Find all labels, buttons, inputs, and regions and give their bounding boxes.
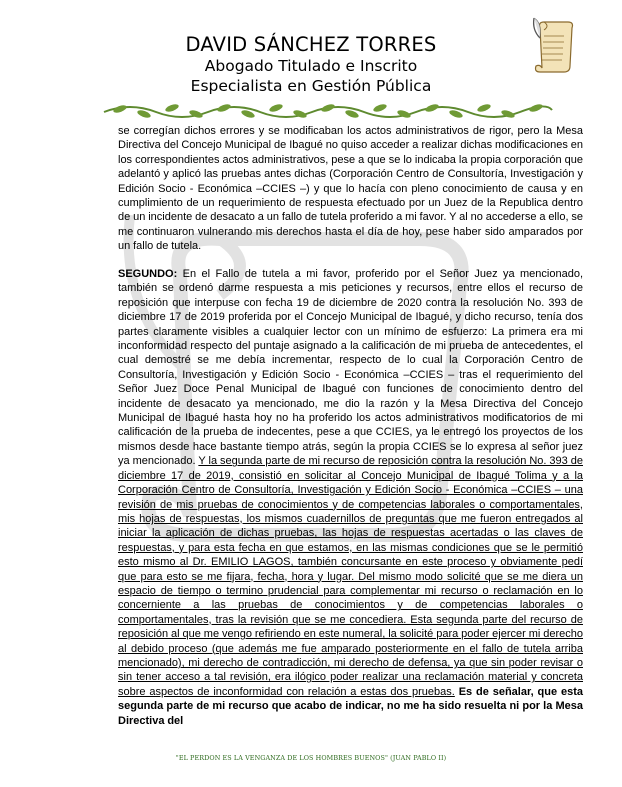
paragraph-2-bold-text: Es de señalar, que esta segunda parte de mi recurso que acabo de indicar, no me ha sido resuelta ni por la Mesa Directiva del — [118, 685, 583, 727]
paragraph-2-underlined-continuation: , también concursante en este proceso y obviamente pedí que para esto se me fijara, fecha, hora y lugar. Del mismo modo solicité que se me diera un espacio de tiempo o termino prudencial para complementar mi recurso o reclamación en lo concerniente a las pruebas de conocimientos y de competencias laborales o comportamentales, tras la revisión que se me concediera. Esta segunda parte del recurso de reposición al que me vengo refiriendo en este numeral, la solicité para poder ejercer mi derecho al debido proceso (que además me fue amparado posteriormente en el fallo de tutela arriba mencionado), mi derecho de contradicción, mi derecho de defensa, ya que sin poder revisar o sin tener acceso a tal revisión, era ilógico poder realizar una reclamación material y concreta sobre aspectos de inconformidad con relación a estas dos pruebas. — [118, 556, 583, 698]
section-heading: SEGUNDO: — [118, 268, 178, 280]
footer-quote-text: "EL PERDON ES LA VENGANZA DE LOS HOMBRES BUENOS" (JUAN PABLO II) — [175, 754, 447, 762]
paragraph-2-text: En el Fallo de tutela a mi favor, proferido por el Señor Juez ya mencionado, también se ordenó darme respuesta a mis peticiones y recursos, entre ellos el recurso de reposición que interpuse con fecha 19 de diciembre de 2020 contra la resolución No. 393 de diciembre 17 de 2019 proferida por el Concejo Municipal de Ibagué, y dicho recurso, tenía dos partes claramente visibles a cualquier lector con un mínimo de esfuerzo: La primera era mi inconformidad respecto del puntaje asignado a la calificación de mi prueba de antecedentes, el cual demostré se me debía incrementar, respecto de lo cual la Corporación Centro de Consultoría, Investigación y Edición Socio - Económica –CCIES – tras el requerimiento del Señor Juez Doce Penal Municipal de Ibagué con funciones de conocimiento dentro del incidente de desacato ya mencionado, me dio la razón y la Mesa Directiva del Concejo Municipal de Ibagué hasta hoy no ha proferido los actos administrativos modificatorios de mi calificación de la prueba de indecentes, pese a que CCIES, ya le entregó los proyectos de los mismos desde hace bastante tiempo atrás, según la propia CCIES se lo expresa al señor juez ya mencionado. — [118, 268, 583, 468]
author-name: DAVID SÁNCHEZ TORRES — [185, 33, 437, 56]
author-specialty: Especialista en Gestión Pública — [190, 77, 432, 95]
footer-quote — [0, 754, 622, 762]
scroll-quill-icon — [530, 16, 580, 78]
paragraph-2 — [118, 267, 583, 728]
vine-divider — [100, 100, 556, 120]
letterhead — [0, 33, 622, 96]
person-name: EMILIO LAGOS — [211, 556, 291, 569]
author-title: Abogado Titulado e Inscrito — [204, 57, 418, 75]
paragraph-2-underlined-text: Y la segunda parte de mi recurso de reposición contra la resolución No. 393 de diciembre 17 de 2019, consistió en solicitar al Concejo Municipal de Ibagué Tolima y a la Corporación Centro de Consultoría, Investigación y Edición Socio - Económica –CCIES – una revisión de mis pruebas de conocimientos y de competencias laborales o comportamentales, mis hojas de respuestas, los mismos cuadernillos de preguntas que me fueron entregados al iniciar la aplicación de dichas pruebas, las hojas de respuestas acertadas o las claves de respuestas, y para esta fecha en que estamos, en las mismas condiciones que se le permitió esto mismo al Dr. — [118, 455, 583, 569]
paragraph-1: se corregían dichos errores y se modificaban los actos administrativos de rigor, pero la Mesa Directiva del Concejo Municipal de Ibagué no quiso acceder a realizar dichas modificaciones en los correspondientes actos administrativos, pese a que se lo indicaba la propia corporación que adelantó y aplicó las pruebas antes dichas (Corporación Centro de Consultoría, Investigación y Edición Socio - Económica –CCIES –) y que lo hacía con pleno conocimiento de causa y en cumplimiento de un requerimiento de respuesta efectuado por un Juez de la Republica dentro de un incidente de desacato a un fallo de tutela proferido a mi favor. Y al no accederse a ello, se me continuaron vulnerando mis derechos hasta el día de hoy, pese haber sido amparados por un fallo de tutela. — [118, 125, 583, 253]
